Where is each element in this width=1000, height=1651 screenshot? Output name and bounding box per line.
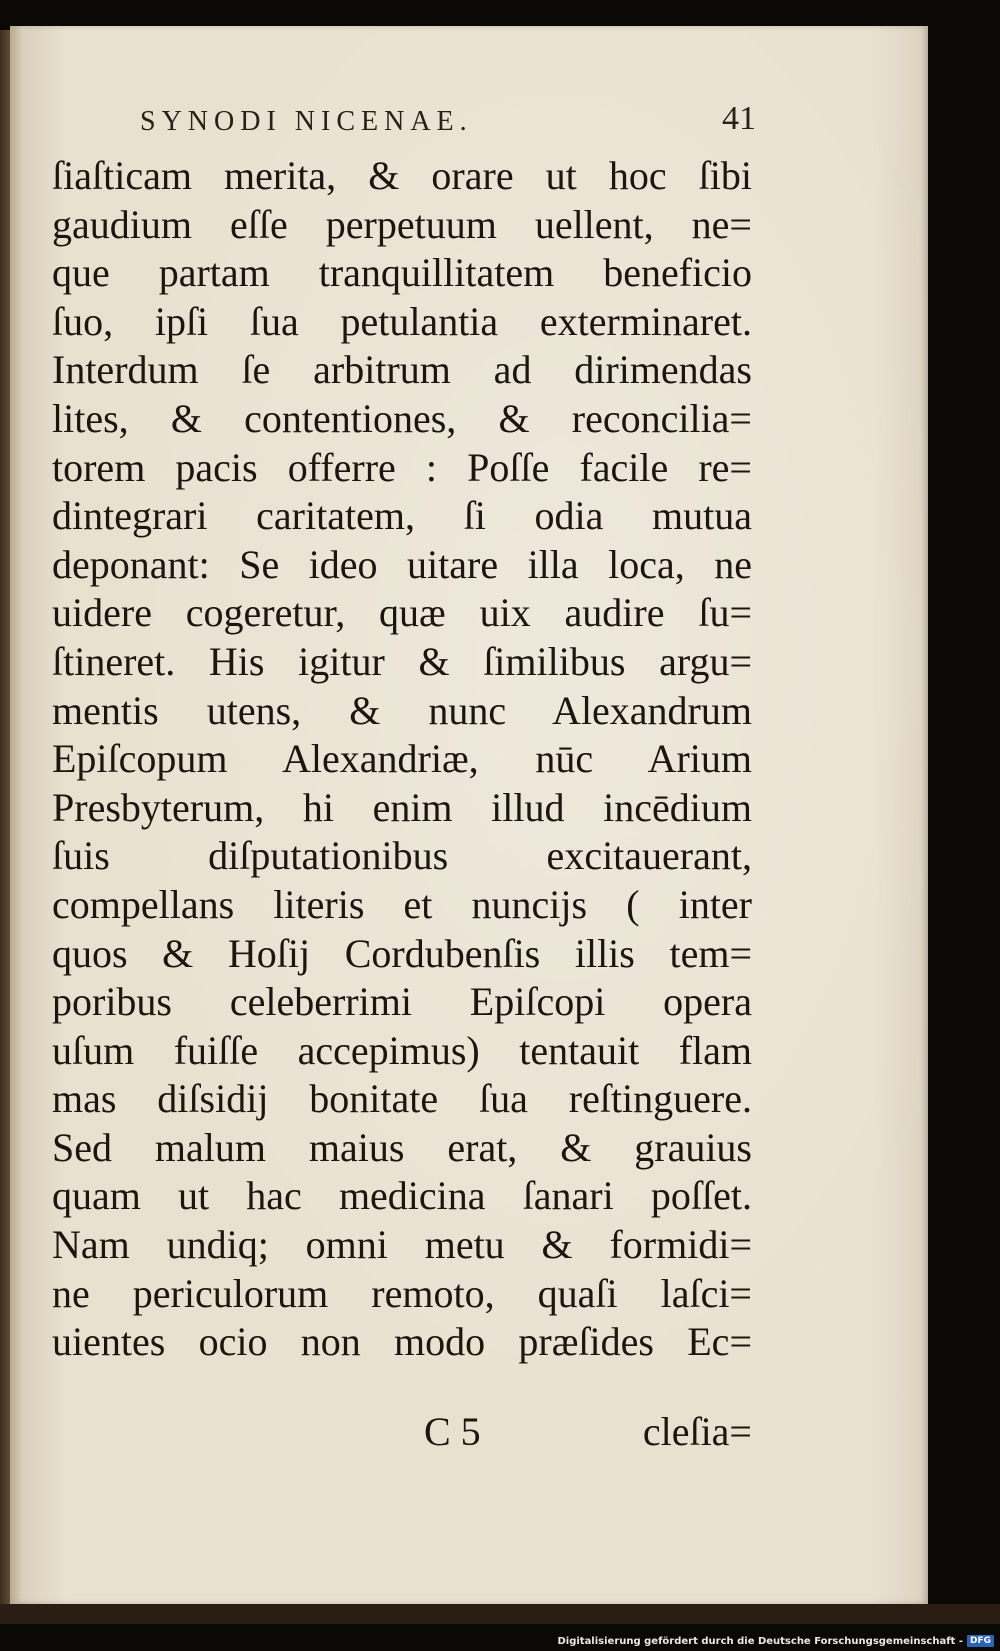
- text-line: quos & Hoſij Cordubenſis illis tem=: [52, 930, 752, 976]
- text-line: ſuo, ipſi ſua petulantia exterminaret.: [52, 298, 752, 344]
- text-line: uientes ocio non modo præſides Ec=: [52, 1319, 752, 1365]
- digitization-credit: [557, 1634, 994, 1648]
- text-line: mentis utens, & nunc Alexandrum: [52, 687, 752, 733]
- text-line: ne periculorum remoto, quaſi laſci=: [52, 1270, 752, 1316]
- signature-mark: C 5: [424, 1409, 481, 1454]
- text-line: Presbyterum, hi enim illud incēdium: [52, 784, 752, 830]
- page-spine-shadow: [10, 26, 22, 1604]
- text-line: dintegrari caritatem, ſi odia mutua: [52, 493, 752, 539]
- text-line: Nam undiq; omni metu & formidi=: [52, 1222, 752, 1268]
- text-line: uidere cogeretur, quæ uix audire ſu=: [52, 590, 752, 636]
- text-line: compellans literis et nuncijs ( inter: [52, 881, 752, 927]
- text-line: Interdum ſe arbitrum ad dirimendas: [52, 347, 752, 393]
- text-line: Epiſcopum Alexandriæ, nūc Arium: [52, 736, 752, 782]
- dfg-logo-icon: DFG: [967, 1635, 994, 1647]
- catchword: cleſia=: [642, 1409, 752, 1454]
- text-line: lites, & contentiones, & reconcilia=: [52, 395, 752, 441]
- text-line: ſtineret. His igitur & ſimilibus argu=: [52, 638, 752, 684]
- text-line: uſum fuiſſe accepimus) tentauit flam: [52, 1027, 752, 1073]
- running-title: SYNODI NICENAE.: [140, 106, 473, 137]
- text-line: Sed malum maius erat, & grauius: [52, 1124, 752, 1170]
- page-number: 41: [722, 100, 756, 137]
- text-line: poribus celeberrimi Epiſcopi opera: [52, 979, 752, 1025]
- book-bottom-edge: [0, 1604, 1000, 1624]
- text-line: ſiaſticam merita, & orare ut hoc ſibi: [52, 153, 752, 198]
- body-text: [52, 152, 752, 1367]
- credit-text: Digitalisierung gefördert durch die Deutsche Forschungsgemeinschaft -: [557, 1635, 963, 1647]
- page-header: [140, 100, 756, 146]
- text-line: deponant: Se ideo uitare illa loca, ne: [52, 541, 752, 587]
- page-footer: [52, 1408, 752, 1458]
- text-line: ſuis diſputationibus excitauerant,: [52, 833, 752, 879]
- text-line: que partam tranquillitatem beneficio: [52, 250, 752, 296]
- text-line: mas diſsidij bonitate ſua reſtinguere.: [52, 1076, 752, 1122]
- text-line: gaudium eſſe perpetuum uellent, ne=: [52, 201, 752, 247]
- text-line: torem pacis offerre : Poſſe facile re=: [52, 444, 752, 490]
- text-line: quam ut hac medicina ſanari poſſet.: [52, 1173, 752, 1219]
